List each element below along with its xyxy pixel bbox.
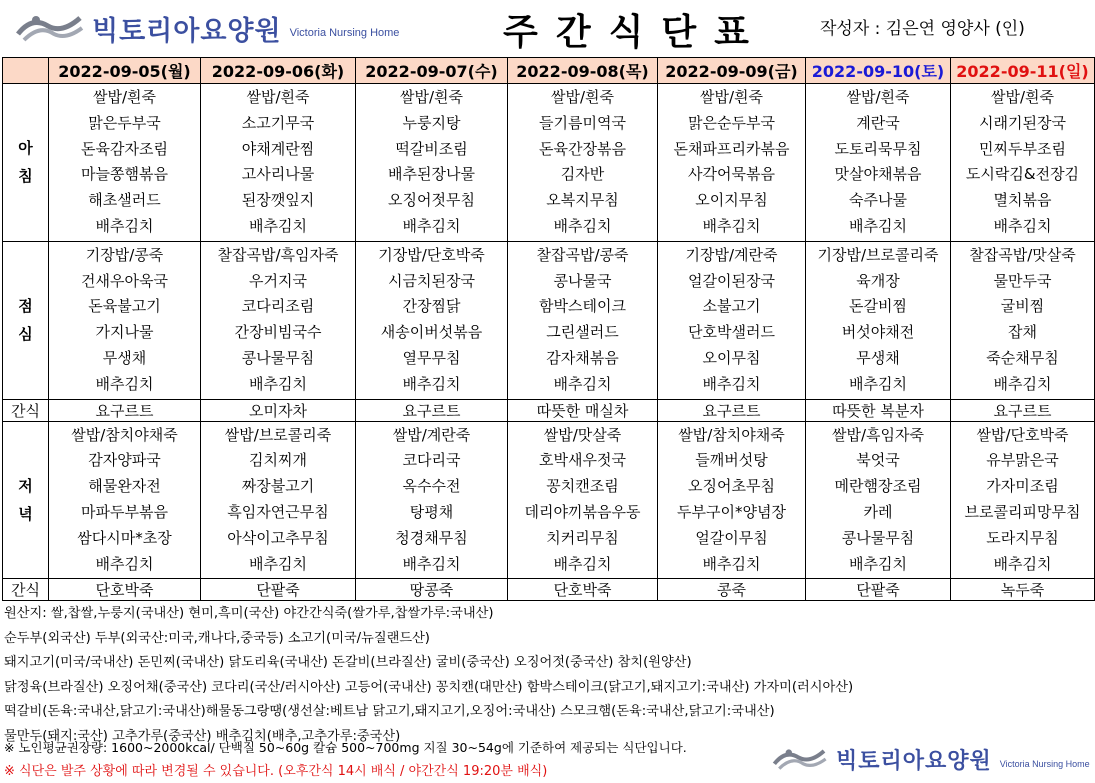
menu-item: 민찌두부조림 [979,139,1066,158]
menu-item: 맑은순두부국 [688,113,775,132]
menu-item: 오이무침 [702,348,761,367]
menu-item: 배추김치 [993,554,1052,573]
menu-item: 숙주나물 [849,191,907,210]
menu-item: 마늘쫑햄볶음 [81,165,168,184]
menu-item: 쌀밥/흑임자죽 [832,425,924,444]
menu-item: 버섯야채전 [841,323,915,342]
menu-item: 찰잡곡밥/흑임자죽 [217,245,339,264]
menu-item: 쌀밥/흰죽 [846,88,910,106]
menu-item: 배추김치 [993,216,1052,235]
menu-item: 청경채무침 [395,528,468,547]
lunch-cell [951,241,1095,399]
menu-item: 콩나물무침 [241,348,315,367]
lunch-cell [508,241,658,399]
menu-item: 두부구이*양념장 [677,502,786,521]
brand-name: 빅토리아요양원 [92,15,282,47]
origin-line: 물만두(돼지:국산) 고추가루(중국산) 배추김치(배추,고추가루:중국산) [4,728,401,744]
menu-item: 배추김치 [553,554,612,573]
menu-item: 소고기무국 [241,113,315,132]
menu-item: 코다리조림 [241,297,315,316]
menu-item: 김치찌개 [249,451,307,470]
menu-item: 메란햄장조림 [834,477,922,496]
menu-item: 간장비빔국수 [234,323,322,342]
menu-item: 무생채 [102,348,147,367]
brand-subtitle: Victoria Nursing Home [289,27,400,39]
menu-item: 쌀밥/흰죽 [550,88,614,106]
author-info: 작성자 : 김은연 영양사 (인) [820,19,1025,39]
menu-item: 짜장불고기 [241,477,315,496]
menu-item: 배추김치 [402,554,461,573]
menu-item: 아삭이고추무침 [227,528,329,547]
lunch-cell [356,241,508,399]
menu-item: 감자양파국 [88,451,161,470]
menu-item: 배추김치 [95,216,154,235]
menu-item: 김자반 [560,165,605,184]
evening-snack-cell: 콩죽 [658,579,806,601]
afternoon-snack-cell: 요구르트 [49,399,201,421]
menu-item: 새송이버섯볶음 [380,323,483,342]
menu-item: 기장밥/단호박죽 [378,245,485,264]
menu-item: 계란국 [856,113,900,132]
afternoon-snack-cell: 따뜻한 매실차 [508,399,658,421]
menu-item: 데리야끼볶음우동 [524,502,641,521]
lunch-cell [658,241,806,399]
dinner-cell [658,421,806,579]
menu-item: 돈육불고기 [88,297,161,316]
dinner-row [3,421,1095,579]
menu-item: 단호박샐러드 [688,323,775,342]
dinner-cell [806,421,951,579]
origin-line: 순두부(외국산) 두부(외국산:미국,캐나다,중국등) 소고기(미국/뉴질랜드산) [4,630,430,646]
menu-item: 멸치볶음 [993,191,1052,210]
dinner-cell [508,421,658,579]
menu-item: 오이지무침 [695,191,768,210]
menu-item: 시래기된장국 [979,113,1066,132]
menu-item: 그린샐러드 [546,323,619,342]
dinner-cell [356,421,508,579]
menu-item: 간장찜닭 [402,297,461,316]
victoria-logo-icon [770,743,830,775]
change-notice: ※ 식단은 발주 상황에 따라 변경될 수 있습니다. (오후간식 14시 배식 / 야간간식 19:20분 배식) [4,764,548,779]
footer-logo [770,740,1090,778]
menu-item: 찰잡곡밥/콩죽 [536,245,629,264]
weekly-menu-table [2,57,1095,601]
menu-item: 배추김치 [849,374,907,393]
afternoon-snack-cell: 요구르트 [658,399,806,421]
date-header-row [3,58,1095,84]
lunch-cell [201,241,356,399]
brand-name: 빅토리아요양원 [836,748,992,774]
evening-snack-cell: 단호박죽 [49,579,201,601]
menu-item: 쌀밥/참치야채죽 [678,425,785,444]
menu-item: 맑은두부국 [88,113,161,132]
menu-item: 배추김치 [849,554,907,573]
day-header: 2022-09-05(월) [49,58,201,84]
menu-item: 코다리국 [402,451,461,470]
menu-item: 콩나물무침 [841,528,915,547]
evening-snack-row [3,579,1095,601]
day-header: 2022-09-09(금) [658,58,806,84]
day-header-sunday: 2022-09-11(일) [951,58,1095,84]
menu-item: 열무무침 [402,348,461,367]
evening-snack-cell: 단팥죽 [806,579,951,601]
lunch-label: 점 심 [3,241,49,399]
menu-item: 맛살야채볶음 [834,165,922,184]
menu-item: 오복지무침 [546,191,619,210]
menu-item: 꽁치캔조림 [546,477,619,496]
corner-cell [3,58,49,84]
menu-item: 유부맑은국 [986,451,1059,470]
menu-item: 떡갈비조림 [395,139,468,158]
menu-item: 돈육간장볶음 [539,139,626,158]
brand-logo [14,6,454,50]
page-title: 주간식단표 [503,12,767,53]
origin-line: 닭정육(브라질산) 오징어채(중국산) 코다리(국산/러시아산) 고등어(국내산) 꽁치캔(대만산) 함박스테이크(닭고기,돼지고기:국내산) 가자미(러시아산) [4,679,854,695]
menu-item: 기장밥/브로콜리죽 [817,245,939,264]
menu-item: 북엇국 [856,451,900,470]
breakfast-cell [658,84,806,242]
afternoon-snack-label: 간식 [3,399,49,421]
menu-item: 기장밥/콩죽 [85,245,164,264]
menu-item: 쌀밥/참치야채죽 [71,425,178,444]
breakfast-cell [951,84,1095,242]
lunch-cell [49,241,201,399]
evening-snack-cell: 단팥죽 [201,579,356,601]
menu-item: 굴비찜 [1000,297,1045,316]
menu-item: 카레 [863,502,893,521]
menu-item: 쌈다시마*초장 [77,528,172,547]
afternoon-snack-cell: 요구르트 [356,399,508,421]
breakfast-cell [201,84,356,242]
menu-item: 돈채파프리카볶음 [673,139,790,158]
evening-snack-cell: 단호박죽 [508,579,658,601]
menu-item: 감자채볶음 [546,348,619,367]
menu-item: 얼갈이된장국 [688,271,775,290]
menu-item: 기장밥/계란죽 [685,245,778,264]
origin-info [4,602,1094,749]
dinner-cell [49,421,201,579]
menu-item: 배추김치 [95,374,154,393]
menu-item: 배추김치 [993,374,1052,393]
menu-item: 쌀밥/흰죽 [699,88,763,106]
menu-item: 배추김치 [849,216,907,235]
menu-item: 도토리묵무침 [834,139,922,158]
breakfast-cell [49,84,201,242]
menu-item: 오징어초무침 [688,477,775,496]
dinner-label: 저 녁 [3,421,49,579]
origin-line: 돼지고기(미국/국내산) 돈민찌(국내산) 닭도리육(국내산) 돈갈비(브라질산) 굴비(중국산) 오징어젓(중국산) 참치(원양산) [4,655,692,670]
menu-item: 쌀밥/흰죽 [246,88,310,106]
dinner-cell [201,421,356,579]
menu-item: 쌀밥/흰죽 [990,88,1054,106]
menu-item: 해물완자전 [88,477,161,496]
menu-item: 배추김치 [95,554,154,573]
menu-item: 건새우아욱국 [81,271,168,290]
menu-item: 배추김치 [702,374,761,393]
menu-item: 배추김치 [702,554,761,573]
menu-item: 얼갈이무침 [695,528,768,547]
day-header: 2022-09-06(화) [201,58,356,84]
menu-item: 함박스테이크 [539,297,626,316]
menu-item: 배추된장나물 [388,165,475,184]
afternoon-snack-cell: 오미자차 [201,399,356,421]
afternoon-snack-row [3,399,1095,421]
menu-item: 쌀밥/계란죽 [392,425,471,444]
menu-item: 호박새우젓국 [539,451,626,470]
breakfast-row [3,84,1095,242]
menu-item: 육개장 [856,271,900,290]
menu-item: 배추김치 [402,374,461,393]
evening-snack-cell: 녹두죽 [951,579,1095,601]
menu-item: 도라지무침 [986,528,1059,547]
victoria-logo-icon [14,8,86,48]
menu-item: 사각어묵볶음 [688,165,775,184]
lunch-cell [806,241,951,399]
afternoon-snack-cell: 요구르트 [951,399,1095,421]
breakfast-label: 아 침 [3,84,49,242]
brand-subtitle: Victoria Nursing Home [999,759,1090,769]
menu-item: 콩나물국 [553,271,612,290]
evening-snack-cell: 땅콩죽 [356,579,508,601]
menu-item: 배추김치 [249,554,307,573]
menu-item: 쌀밥/단호박죽 [976,425,1069,444]
menu-item: 쌀밥/브로콜리죽 [224,425,332,444]
menu-item: 돈육감자조림 [81,139,168,158]
page-header [0,0,1095,56]
menu-item: 도시락김&전장김 [965,165,1080,184]
dinner-cell [951,421,1095,579]
breakfast-cell [806,84,951,242]
menu-item: 배추김치 [702,216,761,235]
lunch-row [3,241,1095,399]
menu-item: 쌀밥/맛살죽 [543,425,622,444]
menu-item: 들기름미역국 [539,113,626,132]
menu-item: 배추김치 [249,216,307,235]
origin-line: 원산지: 쌀,찹쌀,누룽지(국내산) 현미,흑미(국산) 야간간식죽(쌀가루,찹쌀가루:국내산) [4,606,494,621]
menu-item: 물만두국 [993,271,1052,290]
menu-item: 된장깻잎지 [241,191,315,210]
afternoon-snack-cell: 따뜻한 복분자 [806,399,951,421]
menu-item: 배추김치 [402,216,461,235]
menu-item: 가지나물 [95,323,154,342]
menu-item: 쌀밥/흰죽 [92,88,156,106]
menu-item: 오징어젓무침 [388,191,475,210]
menu-item: 배추김치 [553,216,612,235]
menu-item: 배추김치 [553,374,612,393]
day-header: 2022-09-08(목) [508,58,658,84]
menu-item: 잡채 [1008,323,1037,342]
menu-item: 배추김치 [249,374,307,393]
menu-item: 옥수수전 [402,477,461,496]
menu-item: 쌀밥/흰죽 [399,88,463,106]
menu-item: 야채계란찜 [241,139,315,158]
menu-item: 치커리무침 [546,528,619,547]
menu-item: 우거지국 [249,271,307,290]
breakfast-cell [356,84,508,242]
menu-item: 돈갈비찜 [849,297,907,316]
menu-item: 흑임자연근무침 [227,502,329,521]
day-header-saturday: 2022-09-10(토) [806,58,951,84]
menu-item: 가자미조림 [986,477,1059,496]
menu-item: 해초샐러드 [88,191,161,210]
menu-item: 브로콜리피망무침 [964,502,1081,521]
evening-snack-label: 간식 [3,579,49,601]
origin-line: 떡갈비(돈육:국내산,닭고기:국내산)해물동그랑땡(생선살:베트남 닭고기,돼지고기,오징어:국내산) 스모크햄(돈육:국내산,닭고기:국내산) [4,704,775,719]
menu-item: 누룽지탕 [402,113,461,132]
menu-item: 들깨버섯탕 [695,451,768,470]
breakfast-cell [508,84,658,242]
menu-item: 고사리나물 [241,165,315,184]
menu-item: 무생채 [856,348,900,367]
day-header: 2022-09-07(수) [356,58,508,84]
menu-item: 시금치된장국 [388,271,475,290]
menu-item: 소불고기 [702,297,761,316]
menu-item: 마파두부볶음 [81,502,168,521]
menu-item: 찰잡곡밥/맛살죽 [969,245,1076,264]
menu-item: 탕평채 [409,502,454,521]
nutrition-note: ※ 노인평균권장량: 1600~2000kcal/ 단백질 50~60g 칼슘 500~700mg 지질 30~54g에 기준하여 제공되는 식단입니다. [4,740,687,755]
menu-item: 죽순채무침 [986,348,1059,367]
